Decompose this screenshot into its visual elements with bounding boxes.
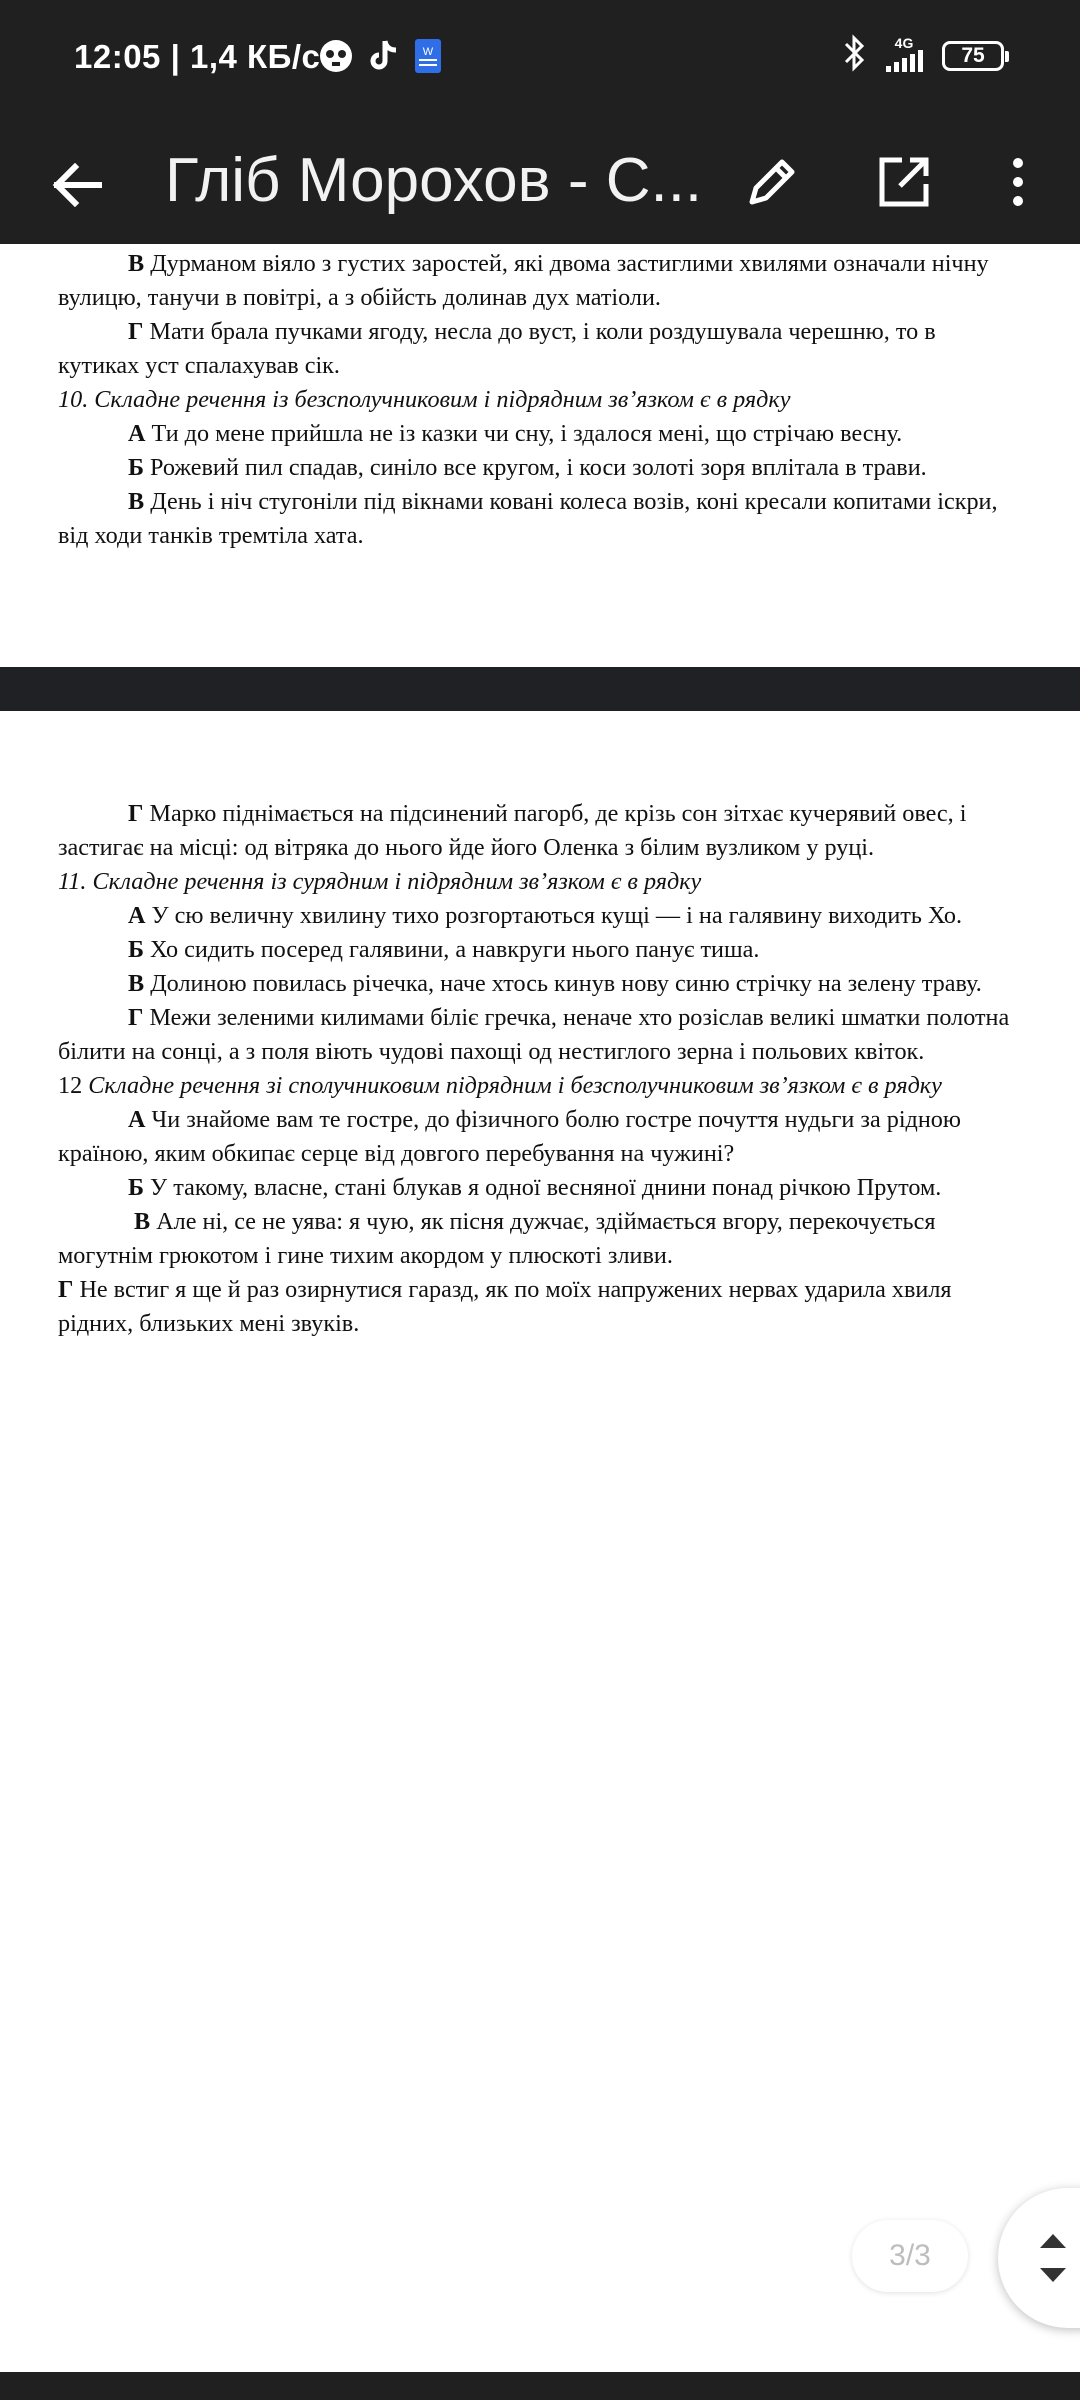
answer-line — [0, 1103, 1080, 1171]
document-title: Гліб Морохов - С... — [165, 146, 703, 215]
page-separator — [0, 667, 1080, 711]
answer-marker: Г — [128, 1004, 144, 1031]
question-12 — [0, 1069, 1080, 1103]
status-bar — [0, 0, 1080, 118]
answer-line — [0, 1171, 1080, 1205]
status-right-icons — [842, 34, 1004, 77]
answer-line — [0, 899, 1080, 933]
more-vert-icon — [1011, 157, 1025, 207]
answer-marker: В — [134, 1208, 151, 1235]
answer-marker: Б — [128, 1174, 144, 1201]
answer-marker: А — [128, 902, 146, 929]
answer-text: Межи зеленими килимами біліє гречка, неначе хто розіслав великі шматки полотна білити на сонці, а з поля віють чудові пахощі од нестиглого зерна і польових квіток. — [58, 1004, 1010, 1065]
scroll-up-down-icon — [1038, 2228, 1068, 2288]
question-number: 12 — [58, 1072, 83, 1099]
answer-line — [0, 797, 1080, 865]
document-viewer[interactable] — [0, 244, 1080, 2372]
page-2-bottom — [0, 244, 1080, 667]
answer-line — [0, 967, 1080, 1001]
network-type: 4G — [894, 35, 914, 51]
answer-marker: В — [128, 970, 145, 997]
answer-text: Але ні, се не уява: я чую, як пісня дужчає, здіймається вгору, перекочується могутнім грюкотом і гине тихим акордом у плюскоті зливи. — [58, 1208, 936, 1269]
answer-marker: В — [128, 250, 145, 277]
question-11: 11. Складне речення із сурядним і підрядним зв’язком є в рядку — [58, 868, 702, 895]
navigation-bar — [0, 2372, 1080, 2400]
answer-text: Марко піднімається на підсинений пагорб, де крізь сон зітхає кучерявий овес, і застигає на місці: од вітряка до нього йде його Оленка з білим вузликом у руці. — [58, 800, 967, 861]
tiktok-icon — [368, 38, 400, 79]
answer-line — [0, 315, 1080, 383]
edit-button[interactable] — [738, 148, 806, 216]
bluetooth-icon — [842, 34, 866, 77]
answer-marker: Б — [128, 454, 144, 481]
page-counter: 3/3 — [852, 2220, 968, 2292]
answer-text: Дурманом віяло з густих заростей, які двома застиглими хвилями означали нічну вулицю, танучи в повітрі, а з обійсть долинав дух матіоли. — [58, 250, 989, 311]
answer-text: Хо сидить посеред галявини, а навкруги нього панує тиша. — [150, 936, 760, 963]
open-external-icon — [876, 154, 932, 210]
more-options-button[interactable] — [998, 148, 1038, 216]
answer-text: Не встиг я ще й раз озирнутися гаразд, як по моїх напружених нервах ударила хвиля рідних, близьких мені звуків. — [58, 1276, 952, 1337]
svg-text:W: W — [422, 46, 434, 58]
answer-line — [0, 485, 1080, 553]
page-3 — [0, 711, 1080, 2372]
answer-marker: В — [128, 488, 145, 515]
status-left-icons — [318, 38, 442, 79]
battery-icon: 75 — [942, 41, 1004, 71]
answer-text: У сю величну хвилину тихо розгортаються кущі — і на галявину виходить Хо. — [151, 902, 963, 929]
skull-icon — [318, 38, 354, 79]
pencil-icon — [744, 154, 800, 210]
answer-marker: Б — [128, 936, 144, 963]
answer-text: Мати брала пучками ягоду, несла до вуст, і коли роздушувала черешню, то в кутиках уст спалахував сік. — [58, 318, 936, 379]
back-button[interactable] — [40, 148, 114, 222]
answer-text: Рожевий пил спадав, синіло все кругом, і коси золоті зоря вплітала в трави. — [150, 454, 927, 481]
answer-line — [0, 1205, 1080, 1273]
answer-line — [0, 417, 1080, 451]
answer-text: Долиною повилась річечка, наче хтось кинув нову синю стрічку на зелену траву. — [150, 970, 982, 997]
answer-marker: Г — [58, 1276, 74, 1303]
answer-marker: А — [128, 420, 146, 447]
answer-line — [0, 933, 1080, 967]
answer-marker: Г — [128, 318, 144, 345]
answer-line — [0, 451, 1080, 485]
word-doc-icon — [414, 38, 442, 79]
answer-line — [0, 1001, 1080, 1069]
status-time: 12:05 | 1,4 КБ/с — [74, 38, 321, 75]
answer-line — [0, 247, 1080, 315]
answer-line — [0, 1273, 1080, 1341]
signal-icon — [884, 37, 924, 74]
answer-text: Чи знайоме вам те гостре, до фізичного болю гостре почуття нудьги за рідною країною, яким обкипає серце від довгого перебування на чужині? — [58, 1106, 961, 1167]
question-10: 10. Складне речення із безсполучниковим і підрядним зв’язком є в рядку — [58, 386, 791, 413]
question-text: Складне речення зі сполучниковим підрядним і безсполучниковим зв’язком є в рядку — [88, 1072, 942, 1099]
app-bar — [0, 118, 1080, 244]
answer-text: У такому, власне, стані блукав я одної весняної днини понад річкою Прутом. — [150, 1174, 942, 1201]
open-in-button[interactable] — [868, 146, 940, 218]
answer-marker: Г — [128, 800, 144, 827]
answer-text: День і ніч стугоніли під вікнами ковані колеса возів, коні кресали копитами іскри, від ходи танків тремтіла хата. — [58, 488, 998, 549]
arrow-left-icon — [51, 163, 103, 207]
answer-marker: А — [128, 1106, 146, 1133]
answer-text: Ти до мене прийшла не із казки чи сну, і здалося мені, що стрічаю весну. — [151, 420, 903, 447]
